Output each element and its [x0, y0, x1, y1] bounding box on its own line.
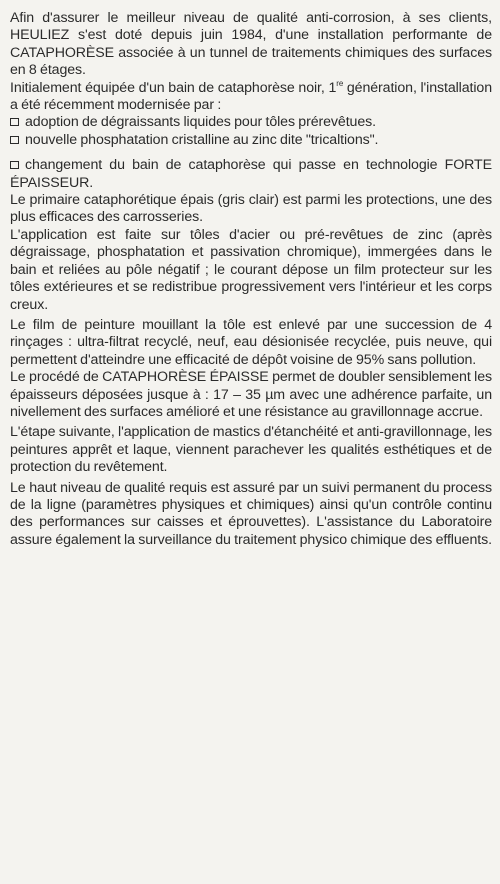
paragraph-thick-process: Le procédé de CATAPHORÈSE ÉPAISSE permet de doubler sensiblement les épaisseurs déposées jusque à : 17 – 35 µm avec une adhérence parfaite, un nivellement des surfaces amélioré et une résistance au gravillonnage accrue. [10, 369, 492, 420]
modernisation-text-start: Initialement équipée d'un bain de cataphorèse noir, 1 [10, 79, 337, 96]
paragraph-application: L'application est faite sur tôles d'acier ou pré-revêtues de zinc (après dégraissage, phosphatation et passivation chromique), immergées dans le bain et reliées au pôle négatif ; le courant dépose un film protecteur sur les tôles extérieures et se redistribue progressivement vers l'intérieur et les corps creux. [10, 226, 492, 313]
modernisation-text-end: génération, l'installation a été récemment modernisée par : [10, 79, 492, 114]
list-item [10, 114, 492, 131]
paragraph-modernisation [10, 80, 492, 192]
paragraph-intro: Afin d'assurer le meilleur niveau de qualité anti-corrosion, à ses clients, HEULIEZ s'est doté depuis juin 1984, d'une installation performante de CATAPHORÈSE associée à un tunnel de traitements chimiques des surfaces en 8 étages. [10, 10, 492, 79]
list-item [10, 132, 492, 149]
ordinal-superscript: re [336, 78, 344, 88]
list-item-text: changement du bain de cataphorèse qui passe en technologie FORTE ÉPAISSEUR. [10, 157, 492, 191]
paragraph-quality: Le haut niveau de qualité requis est assuré par un suivi permanent du process de la ligne (paramètres physiques et chimiques) ainsi qu'un contrôle continu des performances sur caisses et éprouvettes). L'assistance du Laboratoire assure également la surveillance du traitement physico chimique des effluents. [10, 479, 492, 548]
list-item-text: adoption de dégraissants liquides pour tôles prérevêtues. [25, 114, 376, 131]
checkbox-square-icon [10, 136, 19, 144]
paragraph-primer: Le primaire cataphorétique épais (gris clair) est parmi les protections, une des plus efficaces des carrosseries. [10, 192, 492, 226]
checkbox-square-icon [10, 161, 19, 169]
checkbox-square-icon [10, 118, 19, 126]
paragraph-next-step: L'étape suivante, l'application de mastics d'étanchéité et anti-gravillonnage, les peintures apprêt et laque, viennent parachever les qualités esthétiques et de protection du revêtement. [10, 424, 492, 476]
paragraph-rinsing: Le film de peinture mouillant la tôle est enlevé par une succession de 4 rinçages : ultra-filtrat recyclé, neuf, eau désionisée recyclée, puis neuve, qui permettent d'atteindre une efficacité de dépôt voisine de 95% sans pollution. [10, 316, 492, 368]
list-item-text: nouvelle phosphatation cristalline au zinc dite "tricaltions". [25, 131, 379, 148]
list-item [10, 157, 492, 192]
